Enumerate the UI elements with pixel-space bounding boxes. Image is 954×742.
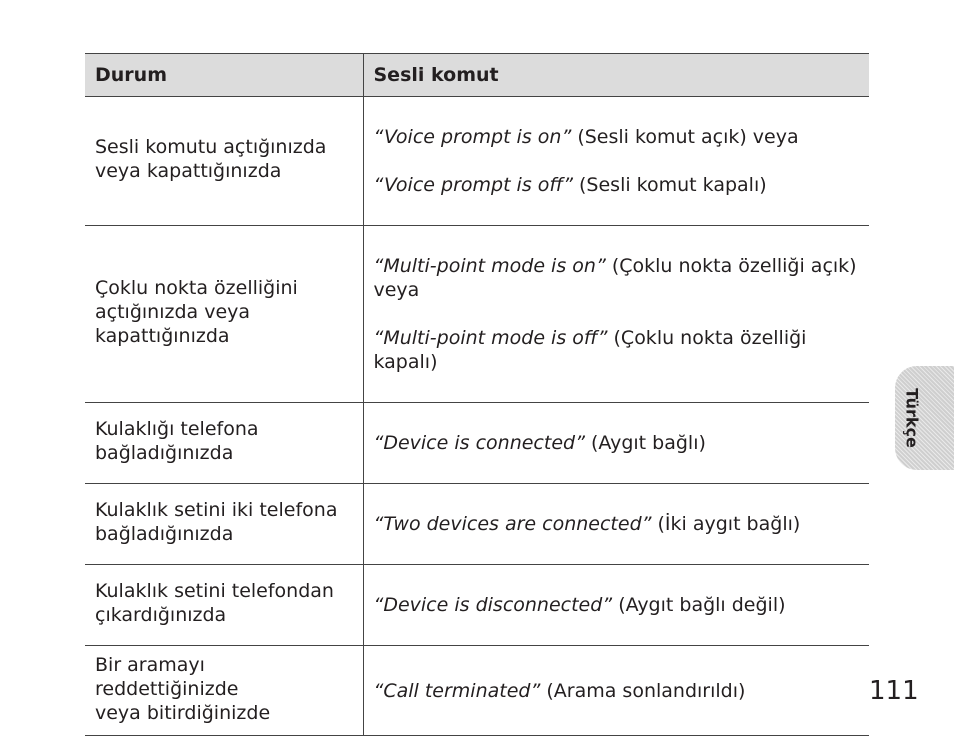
prompt-quote: “Device is disconnected”: [373, 594, 613, 616]
condition-line: Kulaklık setini iki telefona: [95, 499, 338, 521]
language-tab-label: Türkçe: [902, 388, 922, 448]
condition-line: reddettiğinizde: [95, 677, 239, 700]
prompt-translation: (Çoklu nokta özelliği açık) veya: [373, 255, 857, 301]
voice-prompt-cell: [363, 565, 869, 646]
condition-cell: [85, 646, 363, 736]
condition-line: Kulaklık setini telefondan: [95, 580, 334, 602]
voice-prompt-cell: [363, 226, 869, 403]
prompt-line: [374, 512, 860, 536]
condition-line: veya kapattığınızda: [95, 160, 282, 182]
prompt-translation: (Sesli komut açık) veya: [571, 126, 799, 148]
table-row: [85, 484, 869, 565]
prompt-quote: “Call terminated”: [373, 679, 541, 702]
page-number: 111: [869, 676, 919, 706]
condition-line: Kulaklığı telefona: [95, 418, 259, 440]
prompt-quote: “Device is connected”: [373, 432, 585, 454]
condition-cell: [85, 484, 363, 565]
table-row: [85, 565, 869, 646]
voice-prompt-cell: [363, 403, 869, 484]
voice-prompt-cell: [363, 484, 869, 565]
voice-prompt-cell: [363, 97, 869, 226]
column-header-voice-prompt: Sesli komut: [363, 54, 869, 97]
prompt-translation: (Aygıt bağlı değil): [612, 594, 786, 616]
column-header-condition: Durum: [85, 54, 363, 97]
prompt-translation: (Arama sonlandırıldı): [540, 679, 746, 702]
condition-cell: [85, 565, 363, 646]
prompt-translation: (Çoklu nokta özelliği kapalı): [373, 327, 807, 373]
voice-prompt-cell: [363, 646, 869, 736]
prompt-quote: “Multi-point mode is on”: [373, 255, 606, 277]
condition-cell: [85, 226, 363, 403]
table-row: [85, 646, 869, 736]
condition-line: açtığınızda veya: [95, 301, 251, 323]
prompt-translation: (Sesli komut kapalı): [572, 174, 767, 196]
prompt-line: [374, 254, 860, 302]
prompt-line: [374, 326, 860, 374]
table-row: [85, 403, 869, 484]
table-row: [85, 97, 869, 226]
prompt-quote: “Multi-point mode is off”: [373, 327, 608, 349]
condition-line: bağladığınızda: [95, 523, 234, 545]
condition-cell: [85, 97, 363, 226]
condition-line: Bir aramayı: [95, 653, 205, 676]
prompt-quote: “Voice prompt is on”: [373, 126, 572, 148]
prompt-line: [374, 679, 860, 703]
prompt-quote: “Voice prompt is off”: [373, 174, 573, 196]
condition-line: çıkardığınızda: [95, 604, 227, 626]
prompt-line: [374, 431, 860, 455]
condition-cell: [85, 403, 363, 484]
prompt-line: [374, 125, 860, 149]
prompt-quote: “Two devices are connected”: [373, 513, 652, 535]
condition-line: Sesli komutu açtığınızda: [95, 136, 327, 158]
condition-line: bağladığınızda: [95, 442, 234, 464]
condition-line: kapattığınızda: [95, 325, 230, 347]
table-row: [85, 226, 869, 403]
prompt-translation: (Aygıt bağlı): [584, 432, 706, 454]
voice-prompt-table: [85, 53, 869, 736]
condition-line: veya bitirdiğinizde: [95, 701, 271, 724]
prompt-translation: (İki aygıt bağlı): [651, 513, 801, 535]
prompt-line: [374, 173, 860, 197]
condition-line: Çoklu nokta özelliğini: [95, 277, 298, 299]
table-header-row: [85, 54, 869, 97]
prompt-line: [374, 593, 860, 617]
